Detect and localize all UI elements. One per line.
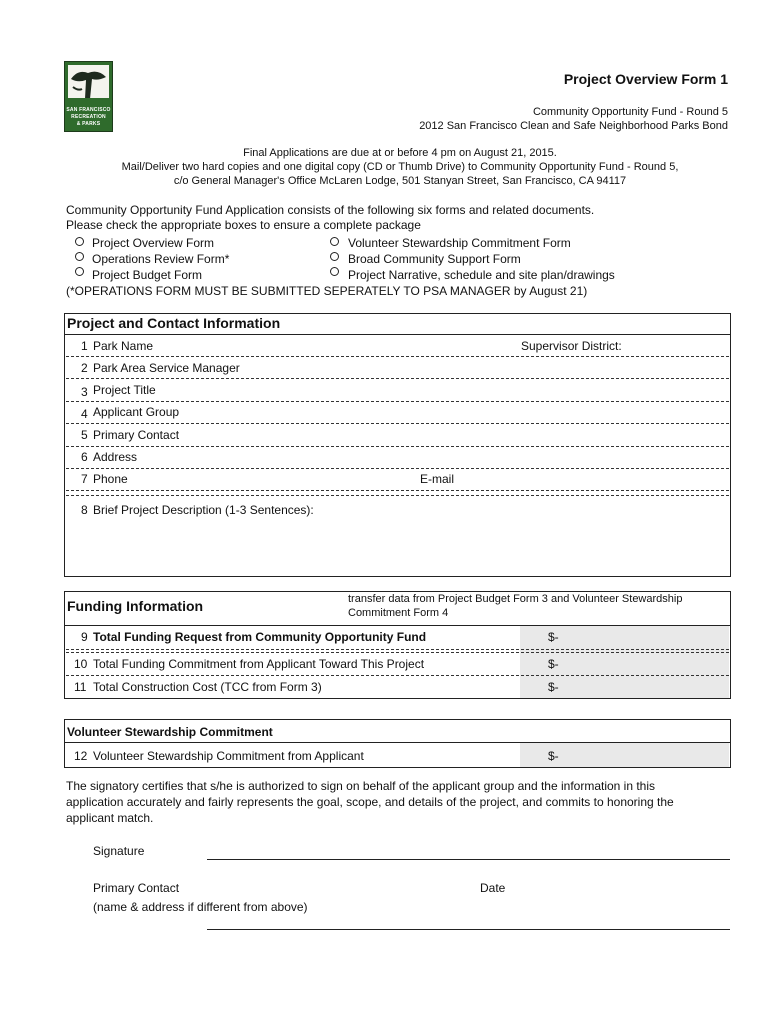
construction-cost-value[interactable]: $- bbox=[548, 680, 559, 694]
park-name-label[interactable]: Park Name bbox=[93, 339, 154, 353]
logo-text-2: RECREATION bbox=[71, 114, 106, 120]
service-manager-label[interactable]: Park Area Service Manager bbox=[93, 361, 240, 375]
checkbox-volunteer-stewardship[interactable] bbox=[330, 237, 339, 246]
logo-text-3: & PARKS bbox=[76, 121, 101, 127]
row-4-num: 4 bbox=[81, 407, 88, 421]
supervisor-district-label[interactable]: Supervisor District: bbox=[521, 339, 622, 353]
primary-contact-label[interactable]: Primary Contact bbox=[93, 428, 180, 442]
checkbox-project-narrative[interactable] bbox=[330, 267, 339, 276]
checklist-project-budget: Project Budget Form bbox=[92, 268, 203, 282]
row-divider bbox=[66, 675, 729, 676]
address-label[interactable]: Address bbox=[93, 450, 138, 464]
funding-commitment-label: Total Funding Commitment from Applicant Toward This Project bbox=[93, 657, 425, 671]
row-divider bbox=[66, 649, 729, 650]
row-divider bbox=[66, 495, 729, 496]
delivery-notice: Mail/Deliver two hard copies and one digital copy (CD or Thumb Drive) to Community Opportunity Fund - Round 5, bbox=[121, 161, 679, 173]
checkbox-community-support[interactable] bbox=[330, 252, 339, 261]
total-funding-request-value[interactable]: $- bbox=[548, 630, 559, 644]
funding-commitment-value[interactable]: $- bbox=[548, 657, 559, 671]
row-3-num: 3 bbox=[81, 385, 88, 399]
volunteer-commitment-value[interactable]: $- bbox=[548, 749, 559, 763]
row-divider bbox=[66, 468, 729, 469]
row-11-num: 11 bbox=[74, 680, 87, 694]
row-divider bbox=[66, 356, 729, 357]
certification-line2: application accurately and fairly represents the goal, scope, and details of the project, and commits to honoring the bbox=[66, 795, 674, 809]
construction-cost-label: Total Construction Cost (TCC from Form 3) bbox=[93, 680, 322, 694]
phone-label[interactable]: Phone bbox=[93, 472, 128, 486]
row-divider bbox=[66, 490, 729, 491]
sf-rec-parks-logo bbox=[64, 61, 113, 132]
row-divider bbox=[66, 401, 729, 402]
checklist-volunteer-stewardship: Volunteer Stewardship Commitment Form bbox=[348, 236, 571, 250]
row-divider bbox=[66, 423, 729, 424]
email-label[interactable]: E-mail bbox=[420, 472, 455, 486]
form-subtitle-round: Community Opportunity Fund - Round 5 bbox=[532, 106, 728, 118]
row-7-num: 7 bbox=[81, 472, 88, 486]
project-description-label[interactable]: Brief Project Description (1-3 Sentences): bbox=[93, 503, 314, 517]
address-notice: c/o General Manager's Office McLaren Lodge, 501 Stanyan Street, San Francisco, CA 94117 bbox=[173, 175, 627, 187]
row-9-num: 9 bbox=[81, 630, 88, 644]
checkbox-project-overview[interactable] bbox=[75, 237, 84, 246]
logo-tree-image bbox=[68, 65, 109, 103]
checklist-project-overview: Project Overview Form bbox=[92, 236, 215, 250]
row-1-num: 1 bbox=[81, 339, 88, 353]
row-divider bbox=[66, 652, 729, 653]
certification-line3: applicant match. bbox=[66, 811, 154, 825]
checklist-operations-review: Operations Review Form* bbox=[92, 252, 230, 266]
primary-contact-sign-label: Primary Contact bbox=[93, 881, 180, 895]
tree-icon bbox=[68, 65, 109, 103]
volunteer-commitment-label: Volunteer Stewardship Commitment from Applicant bbox=[93, 749, 364, 763]
intro-instruction: Please check the appropriate boxes to ensure a complete package bbox=[66, 218, 421, 232]
logo-text-1: SAN FRANCISCO bbox=[66, 107, 111, 113]
operations-form-note: (*OPERATIONS FORM MUST BE SUBMITTED SEPERATELY TO PSA MANAGER by August 21) bbox=[66, 284, 588, 298]
row-8-num: 8 bbox=[81, 503, 88, 517]
applicant-group-label[interactable]: Applicant Group bbox=[93, 405, 180, 419]
row-12-num: 12 bbox=[74, 749, 88, 763]
project-contact-title: Project and Contact Information bbox=[67, 315, 281, 331]
funding-note-line1: transfer data from Project Budget Form 3 and Volunteer Stewardship bbox=[348, 593, 683, 605]
total-funding-request-label: Total Funding Request from Community Opportunity Fund bbox=[93, 630, 427, 644]
certification-line1: The signatory certifies that s/he is authorized to sign on behalf of the applicant group and the information in this bbox=[66, 779, 656, 793]
volunteer-title: Volunteer Stewardship Commitment bbox=[67, 725, 273, 739]
section-header-divider bbox=[64, 334, 731, 335]
row-divider bbox=[66, 446, 729, 447]
deadline-notice: Final Applications are due at or before 4 pm on August 21, 2015. bbox=[243, 147, 557, 159]
form-title: Project Overview Form 1 bbox=[563, 71, 728, 87]
checklist-community-support: Broad Community Support Form bbox=[348, 252, 521, 266]
date-label: Date bbox=[480, 881, 506, 895]
signature-line[interactable] bbox=[207, 859, 730, 860]
row-divider bbox=[66, 378, 729, 379]
project-contact-section bbox=[64, 313, 731, 577]
contact-signature-line[interactable] bbox=[207, 929, 730, 930]
row-5-num: 5 bbox=[81, 428, 88, 442]
row-2-num: 2 bbox=[81, 361, 88, 375]
project-title-label[interactable]: Project Title bbox=[93, 383, 156, 397]
funding-note-line2: Commitment Form 4 bbox=[348, 607, 449, 619]
contact-address-note: (name & address if different from above) bbox=[93, 900, 308, 914]
row-10-num: 10 bbox=[74, 657, 88, 671]
checklist-project-narrative: Project Narrative, schedule and site plan/drawings bbox=[348, 268, 615, 282]
row-6-num: 6 bbox=[81, 450, 88, 464]
intro-text: Community Opportunity Fund Application consists of the following six forms and related documents. bbox=[66, 203, 595, 217]
form-subtitle-bond: 2012 San Francisco Clean and Safe Neighborhood Parks Bond bbox=[419, 120, 728, 132]
checkbox-project-budget[interactable] bbox=[75, 267, 84, 276]
signature-label: Signature bbox=[93, 844, 145, 858]
funding-title: Funding Information bbox=[67, 598, 204, 614]
checkbox-operations-review[interactable] bbox=[75, 252, 84, 261]
